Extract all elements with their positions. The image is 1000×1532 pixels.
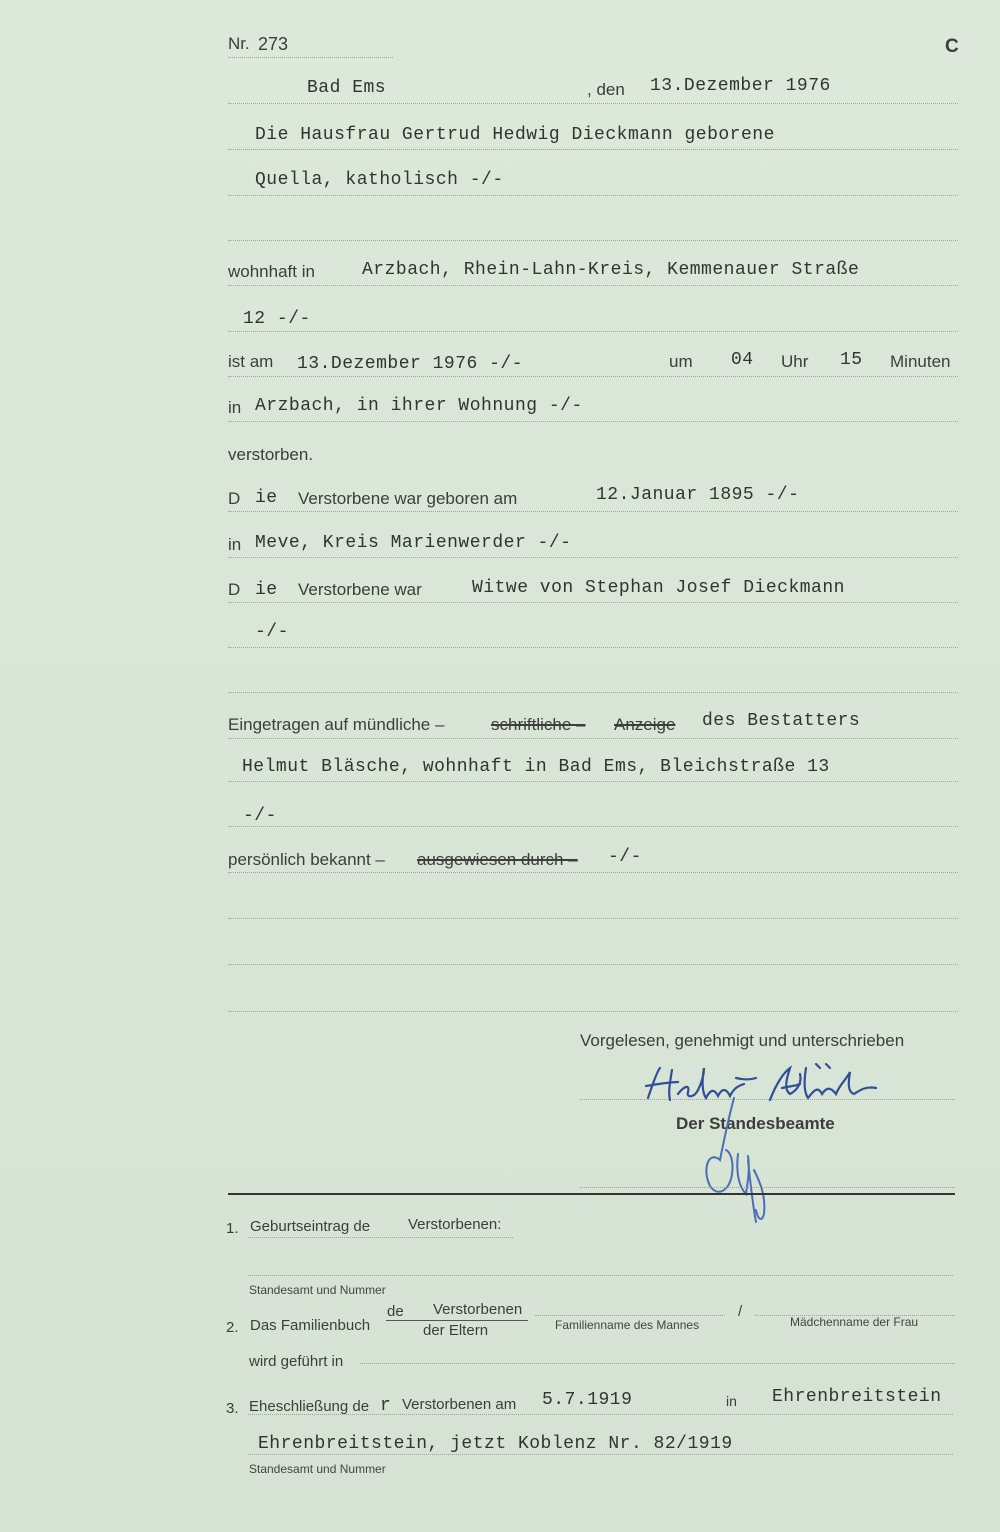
residence-line-2: 12 -/-	[243, 309, 311, 329]
marital-d-label: D	[228, 580, 241, 599]
marriage-date: 5.7.1919	[542, 1390, 633, 1410]
death-hour: 04	[731, 350, 754, 370]
marital-label: Verstorbene war	[298, 580, 422, 599]
footer-item1-num: 1.	[226, 1220, 239, 1237]
marriage-registry-line: Ehrenbreitstein, jetzt Koblenz Nr. 82/1919	[258, 1434, 733, 1454]
place-of-registration: Bad Ems	[307, 78, 387, 98]
footer-item3-label: Eheschließung de	[249, 1398, 370, 1415]
undertaker-line: Helmut Bläsche, wohnhaft in Bad Ems, Bleichstraße 13	[242, 757, 830, 777]
registration-struck-written: schriftliche –	[491, 715, 586, 734]
footer-item3-num: 3.	[226, 1400, 239, 1417]
birth-in-label: in	[228, 535, 242, 554]
um-label: um	[669, 352, 693, 371]
standesbeamte-label: Der Standesbeamte	[676, 1114, 835, 1133]
death-date: 13.Dezember 1976 -/-	[297, 354, 524, 374]
birth-place: Meve, Kreis Marienwerder -/-	[255, 533, 572, 553]
known-struck: ausgewiesen durch –	[417, 850, 578, 869]
registration-date: 13.Dezember 1976	[650, 76, 831, 96]
standesamt-label-2: Standesamt und Nummer	[249, 1462, 386, 1476]
nr-label: Nr.	[228, 34, 250, 53]
familienname-label: Familienname des Mannes	[555, 1318, 700, 1332]
marital-value: Witwe von Stephan Josef Dieckmann	[472, 578, 845, 598]
birth-ie-fill: ie	[255, 488, 278, 508]
known-value: -/-	[608, 847, 642, 867]
birth-d-label: D	[228, 489, 241, 508]
registration-line-3: -/-	[243, 806, 277, 826]
footer-item1-fill: Verstorbenen:	[408, 1216, 502, 1233]
death-minutes: 15	[840, 350, 863, 370]
nr-value: 273	[258, 34, 289, 54]
footer-item2-num: 2.	[226, 1319, 239, 1336]
footer-slash: /	[738, 1303, 743, 1320]
ist-am-label: ist am	[228, 352, 274, 371]
marriage-place: Ehrenbreitstein	[772, 1387, 942, 1407]
footer-item2-de: de	[387, 1303, 404, 1320]
birth-label: Verstorbene war geboren am	[298, 489, 518, 508]
death-in-label: in	[228, 398, 242, 417]
standesamt-label-1: Standesamt und Nummer	[249, 1283, 386, 1297]
marital-line-2: -/-	[255, 622, 289, 642]
verstorben-label: verstorben.	[228, 445, 314, 464]
registration-value: des Bestatters	[702, 711, 861, 731]
footer-item2-top: Verstorbenen	[433, 1301, 523, 1318]
residence-label: wohnhaft in	[228, 262, 315, 281]
official-initials-signature	[690, 1090, 780, 1230]
gefuehrt-label: wird geführt in	[249, 1353, 344, 1370]
footer-item2-bottom: der Eltern	[423, 1322, 489, 1339]
registration-label: Eingetragen auf mündliche –	[228, 715, 445, 734]
registration-struck-report: Anzeige	[614, 715, 676, 734]
footer-item2-label: Das Familienbuch	[250, 1317, 371, 1334]
footer-item3-in: in	[726, 1393, 737, 1409]
minuten-label: Minuten	[890, 352, 951, 371]
person-line-1: Die Hausfrau Gertrud Hedwig Dieckmann geborene	[255, 125, 775, 145]
footer-item3-label2: Verstorbenen am	[402, 1396, 517, 1413]
corner-letter: C	[945, 36, 959, 57]
den-label: , den	[587, 80, 625, 99]
footer-item3-fill-r: r	[380, 1396, 392, 1416]
death-place: Arzbach, in ihrer Wohnung -/-	[255, 396, 583, 416]
person-line-2: Quella, katholisch -/-	[255, 170, 504, 190]
known-label: persönlich bekannt –	[228, 850, 385, 869]
uhr-label: Uhr	[781, 352, 809, 371]
maedchenname-label: Mädchenname der Frau	[790, 1315, 919, 1329]
marital-ie-fill: ie	[255, 580, 278, 600]
birth-date: 12.Januar 1895 -/-	[596, 485, 800, 505]
footer-item1-label: Geburtseintrag de	[250, 1218, 371, 1235]
residence-line-1: Arzbach, Rhein-Lahn-Kreis, Kemmenauer Straße	[362, 260, 860, 280]
vorgelesen-text: Vorgelesen, genehmigt und unterschrieben	[580, 1031, 905, 1050]
